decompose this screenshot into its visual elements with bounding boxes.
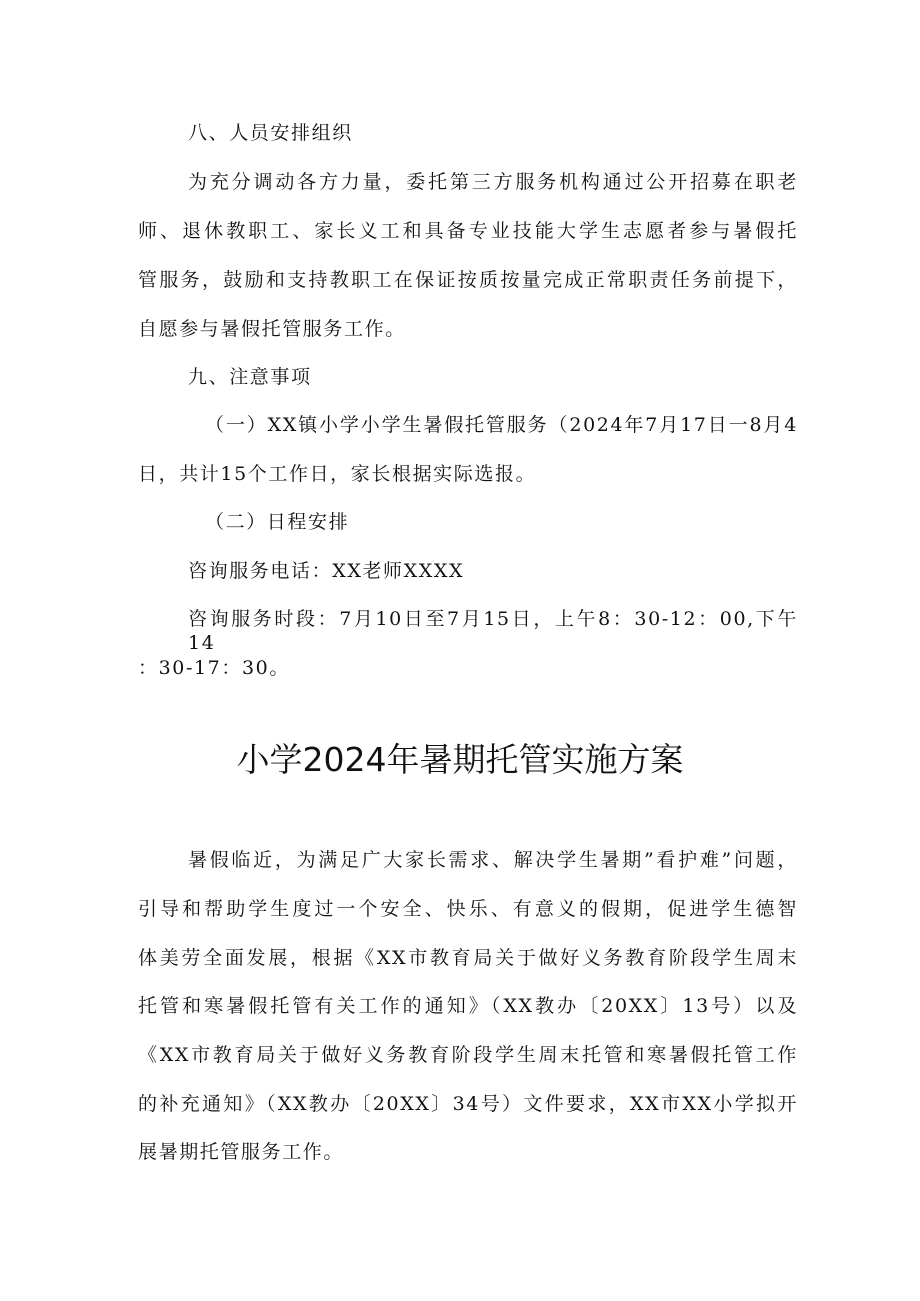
- section-9-item-2: （二）日程安排: [205, 511, 350, 533]
- consult-hours-line-2: ：30-17：30。: [138, 657, 290, 679]
- section-9-item-1-line-2: 日，共计15个工作日，家长根据实际选报。: [138, 463, 537, 485]
- intro-line-7: 展暑期托管服务工作。: [138, 1141, 345, 1163]
- document-title: 小学2024年暑期托管实施方案: [236, 740, 684, 779]
- consult-phone: 咨询服务电话：XX老师XXXX: [188, 560, 465, 582]
- intro-line-6: 的补充通知》（XX教办〔20XX〕34号）文件要求，XX市XX小学拟开: [138, 1093, 798, 1115]
- section-8-heading: 八、人员安排组织: [188, 122, 353, 144]
- intro-line-3: 体美劳全面发展，根据《XX市教育局关于做好义务教育阶段学生周末: [138, 947, 798, 969]
- intro-line-4: 托管和寒暑假托管有关工作的通知》（XX教办〔20XX〕13号）以及: [138, 995, 798, 1017]
- intro-line-2: 引导和帮助学生度过一个安全、快乐、有意义的假期，促进学生德智: [138, 898, 798, 920]
- section-9-heading: 九、注意事项: [188, 366, 312, 388]
- intro-line-1: 暑假临近，为满足广大家长需求、解决学生暑期”看护难”问题，: [188, 849, 798, 871]
- intro-line-5: 《XX市教育局关于做好义务教育阶段学生周末托管和寒暑假托管工作: [138, 1044, 798, 1066]
- section-8-para-line-1: 为充分调动各方力量，委托第三方服务机构通过公开招募在职老: [188, 171, 798, 193]
- section-8-para-line-2: 师、退休教职工、家长义工和具备专业技能大学生志愿者参与暑假托: [138, 220, 798, 242]
- section-8-para-line-3: 管服务，鼓励和支持教职工在保证按质按量完成正常职责任务前提下，: [138, 269, 798, 291]
- section-9-item-1-line-1: （一）XX镇小学小学生暑假托管服务（2024年7月17日一8月4: [205, 414, 798, 436]
- section-8-para-line-4: 自愿参与暑假托管服务工作。: [138, 318, 406, 340]
- consult-hours-line-1: 咨询服务时段：7月10日至7月15日，上午8：30-12：00,下午14: [188, 608, 798, 654]
